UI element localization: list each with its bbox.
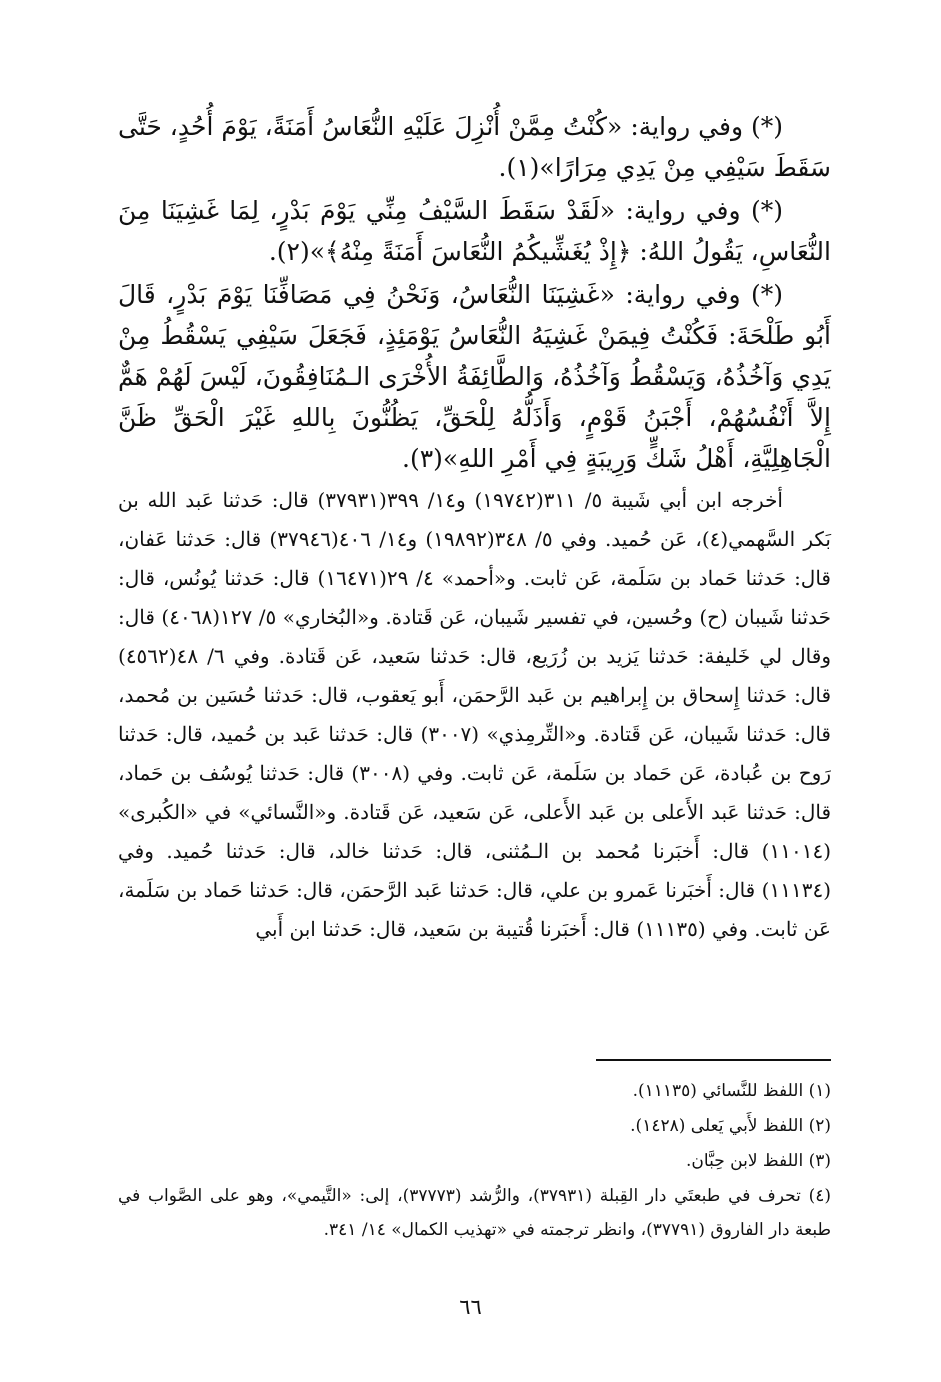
footnote-3: (٣) اللفظ لابن حِبَّان.	[686, 1151, 831, 1171]
hadith-paragraph-2: (*) وفي رواية: «لَقَدْ سَقَطَ السَّيْفُ مِنِّي يَوْمَ بَدْرٍ، لِمَا غَشِيَنَا مِنَ النُّعَاسِ، يَقُولُ اللهُ: ﴿إِذْ يُغَشِّيكُمُ النُّعَاسَ أَمَنَةً مِنْهُ﴾»(٢).	[118, 196, 831, 266]
footnote-4: (٤) تحرف في طبعتَي دار القِبلة (٣٧٩٣١)، والرُّشد (٣٧٧٧٣)، إلى: «التَّيمي»، وهو على الصَّواب في طبعة دار الفاروق (٣٧٧٩١)، وانظر ترجمته في «تهذيب الكمال» ١٤/ ٣٤١.	[118, 1186, 831, 1240]
footnote-1: (١) اللفظ للنَّسائي (١١١٣٥).	[632, 1081, 831, 1101]
footnote-separator	[596, 1059, 831, 1061]
footnote-2: (٢) اللفظ لأَبي يَعلى (١٤٢٨).	[630, 1116, 831, 1136]
main-text-block	[118, 106, 831, 949]
page-number: ٦٦	[459, 1295, 482, 1319]
hadith-paragraph-1: (*) وفي رواية: «كُنْتُ مِمَّنْ أُنْزِلَ عَلَيْهِ النُّعَاسُ أَمَنَةً، يَوْمَ أُحُدٍ، حَتَّى سَقَطَ سَيْفِي مِنْ يَدِي مِرَارًا»(١).	[118, 112, 831, 182]
takhrij-paragraph: أخرجه ابن أبي شَيبة ٥/ ٣١١(١٩٧٤٢) و١٤/ ٣٩٩(٣٧٩٣١) قال: حَدثنا عَبد الله بن بَكر السَّهمي(٤)، عَن حُميد. وفي ٥/ ٣٤٨(١٩٨٩٢) و١٤/ ٤٠٦(٣٧٩٤٦) قال: حَدثنا عَفان، قال: حَدثنا حَماد بن سَلَمة، عَن ثابت. و«أحمد» ٤/ ٢٩(١٦٤٧١) قال: حَدثنا يُونُس، قال: حَدثنا شَيبان (ح) وحُسين، في تفسير شَيبان، عَن قَتادة. و«البُخاري» ٥/ ١٢٧(٤٠٦٨) قال: وقال لي خَليفة: حَدثنا يَزيد بن زُرَيع، قال: حَدثنا سَعيد، عَن قَتادة. وفي ٦/ ٤٨(٤٥٦٢) قال: حَدثنا إِسحاق بن إِبراهيم بن عَبد الرَّحمَن، أَبو يَعقوب، قال: حَدثنا حُسَين بن مُحمد، قال: حَدثنا شَيبان، عَن قَتادة. و«التِّرمِذي» (٣٠٠٧) قال: حَدثنا عَبد بن حُميد، قال: حَدثنا رَوح بن عُبادة، عَن حَماد بن سَلَمة، عَن ثابت. وفي (٣٠٠٨) قال: حَدثنا يُوسُف بن حَماد، قال: حَدثنا عَبد الأَعلى بن عَبد الأَعلى، عَن سَعيد، عَن قَتادة. و«النَّسائي» في «الكُبرى» (١١٠١٤) قال: أَخبَرنا مُحمد بن الـمُثنى، قال: حَدثنا خالد، قال: حَدثنا حُميد. وفي (١١١٣٤) قال: أَخبَرنا عَمرو بن علي، قال: حَدثنا عَبد الرَّحمَن، قال: حَدثنا حَماد بن سَلَمة، عَن ثابت. وفي (١١١٣٥) قال: أَخبَرنا قُتيبة بن سَعيد، قال: حَدثنا ابن أَبي	[118, 488, 832, 941]
hadith-paragraph-3: (*) وفي رواية: «غَشِيَنَا النُّعَاسُ، وَنَحْنُ فِي مَصَافِّنَا يَوْمَ بَدْرٍ، قَالَ أَبُو طَلْحَةَ: فَكُنْتُ فِيمَنْ غَشِيَهُ النُّعَاسُ يَوْمَئِذٍ، فَجَعَلَ سَيْفِي يَسْقُطُ مِنْ يَدِي وَآخُذُهُ، وَيَسْقُطُ وَآخُذُهُ، وَالطَّائِفَةُ الأُخْرَى الـمُنَافِقُونَ، لَيْسَ لَهُمْ هَمٌّ إِلاَّ أَنْفُسُهُمْ، أَجْبَنُ قَوْمٍ، وَأَذَلُّهُ لِلْحَقِّ، يَظُنُّونَ بِاللهِ غَيْرَ الْحَقِّ ظَنَّ الْجَاهِلِيَّةِ، أَهْلُ شَكٍّ وَرِيبَةٍ فِي أَمْرِ اللهِ»(٣).	[118, 280, 831, 473]
footnotes-block	[118, 1074, 831, 1247]
